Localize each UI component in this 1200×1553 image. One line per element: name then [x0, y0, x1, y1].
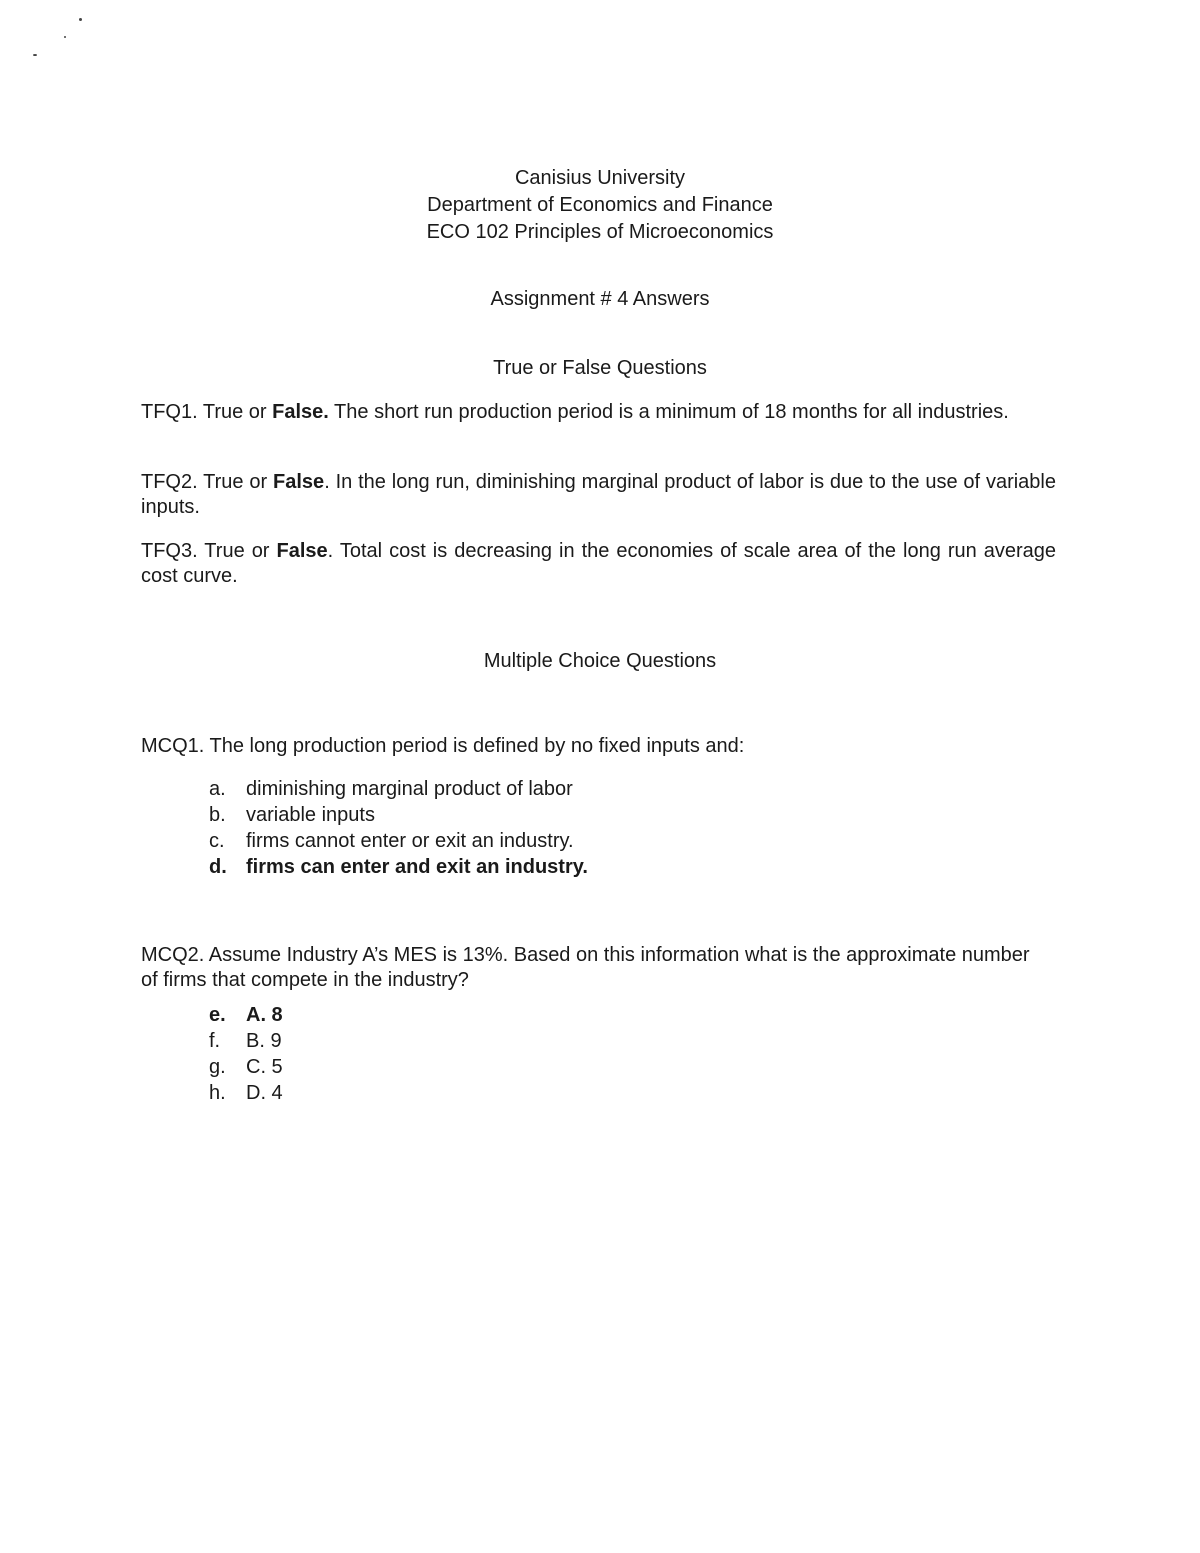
tf-question-text: . Total cost is decreasing in the economies of scale area of the long run average cost curve. [141, 540, 1056, 587]
course-title: ECO 102 Principles of Microeconomics [426, 221, 774, 243]
tf-question-text: . In the long run, diminishing marginal product of labor is due to the use of variable inputs. [141, 471, 1056, 518]
option-d-correct [209, 854, 588, 880]
tf-answer: False [276, 540, 328, 562]
tf-question-prefix: TFQ3. True or [141, 540, 277, 562]
option-letter: d. [209, 856, 227, 878]
tf-question-prefix: TFQ2. True or [141, 471, 274, 493]
option-b [209, 802, 588, 828]
tf-question-text: The short run production period is a minimum of 18 months for all industries. [328, 401, 1009, 423]
multiple-choice-heading: Multiple Choice Questions [483, 650, 717, 672]
department-name: Department of Economics and Finance [427, 194, 773, 216]
mc-question-2-options [209, 1002, 283, 1106]
option-text: firms can enter and exit an industry. [246, 856, 588, 878]
option-c [209, 828, 588, 854]
option-h [209, 1080, 283, 1106]
tf-answer: False [273, 471, 325, 493]
tf-question-1 [141, 400, 1056, 425]
university-name: Canisius University [514, 167, 686, 189]
option-a [209, 776, 588, 802]
option-letter: g. [209, 1056, 226, 1078]
option-text: diminishing marginal product of labor [246, 778, 573, 800]
scan-speck [79, 18, 82, 21]
option-text: variable inputs [246, 804, 375, 826]
document-header [0, 165, 1200, 246]
option-text: C. 5 [246, 1056, 283, 1078]
option-text: D. 4 [246, 1082, 283, 1104]
option-text: firms cannot enter or exit an industry. [246, 830, 574, 852]
tf-question-3 [141, 539, 1056, 589]
option-text: A. 8 [246, 1004, 283, 1026]
option-letter: b. [209, 804, 226, 826]
option-g [209, 1054, 283, 1080]
tf-answer: False. [272, 401, 329, 423]
option-letter: c. [209, 830, 225, 852]
true-false-heading: True or False Questions [493, 357, 707, 379]
option-e-correct [209, 1002, 283, 1028]
scan-speck [33, 54, 37, 56]
assignment-title: Assignment # 4 Answers [490, 288, 710, 310]
mc-question-2: MCQ2. Assume Industry A’s MES is 13%. Based on this information what is the approximate number of firms that compete in the industry? [141, 944, 1030, 991]
option-letter: a. [209, 778, 226, 800]
mc-question-1: MCQ1. The long production period is defined by no fixed inputs and: [141, 735, 745, 757]
scan-speck [64, 36, 66, 38]
option-letter: h. [209, 1082, 226, 1104]
option-letter: f. [209, 1030, 221, 1052]
option-f [209, 1028, 283, 1054]
tf-question-2 [141, 470, 1056, 520]
option-letter: e. [209, 1004, 226, 1026]
mc-question-1-options [209, 776, 588, 880]
tf-question-prefix: TFQ1. True or [141, 401, 273, 423]
option-text: B. 9 [246, 1030, 282, 1052]
